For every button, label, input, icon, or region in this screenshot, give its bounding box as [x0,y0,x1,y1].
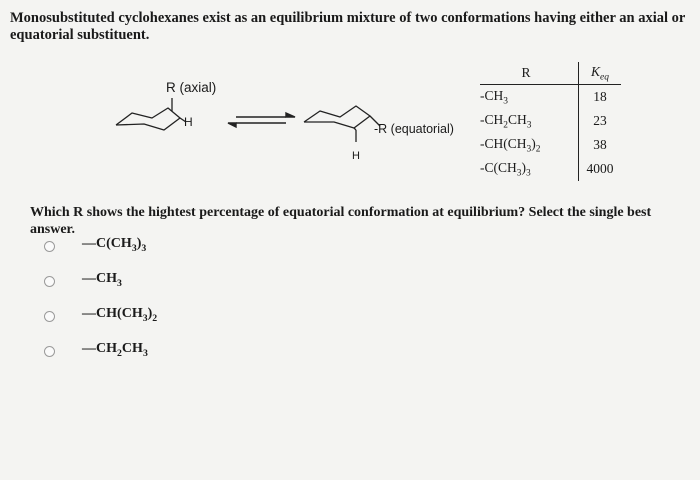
option-2[interactable] [44,271,244,295]
option-label: $—CH(CH_3)_2$ [82,306,158,324]
keq-cell: 23 [579,109,622,133]
header-r: R [480,62,579,85]
option-1[interactable] [44,236,244,260]
equatorial-chair-structure [304,106,380,142]
radio-button-icon[interactable] [44,311,55,322]
axial-label: R (axial) [166,80,217,95]
r-cell: $-CH_2CH_3$ [480,111,532,131]
equatorial-label: -R (equatorial) [374,122,454,136]
radio-button-icon[interactable] [44,276,55,287]
option-label: $—C(CH_3)_3$ [82,236,147,254]
radio-button-icon[interactable] [44,241,55,252]
intro-text: Monosubstituted cyclohexanes exist as an equilibrium mixture of two conformations having either an axial or equatorial substituent. [10,10,686,43]
r-cell: $-C(CH_3)_3$ [480,159,531,179]
table-row [480,157,621,181]
header-keq [579,62,622,85]
equilibrium-arrows-icon [228,113,295,127]
keq-table-header [480,62,621,85]
radio-button-icon[interactable] [44,346,55,357]
header-k: K [591,63,601,79]
keq-cell: 18 [579,85,622,110]
question-text: Which R shows the hightest percentage of equatorial conformation at equilibrium? Select the single best answer. [30,205,652,237]
header-k-sub: eq [600,72,609,83]
axial-hydrogen-label: H [184,115,193,129]
keq-cell: 4000 [579,157,622,181]
option-4[interactable] [44,341,244,365]
table-row [480,85,621,110]
option-label: $—CH_3$ [82,271,122,289]
keq-cell: 38 [579,133,622,157]
table-row [480,109,621,133]
r-cell: $-CH_3$ [480,87,508,107]
option-label: $—CH_2CH_3$ [82,341,148,359]
equatorial-hydrogen-label: H [352,150,360,162]
keq-table [480,62,621,181]
axial-chair-structure [116,98,186,130]
option-3[interactable] [44,306,244,330]
r-cell: $-CH(CH_3)_2$ [480,135,541,155]
table-row [480,133,621,157]
